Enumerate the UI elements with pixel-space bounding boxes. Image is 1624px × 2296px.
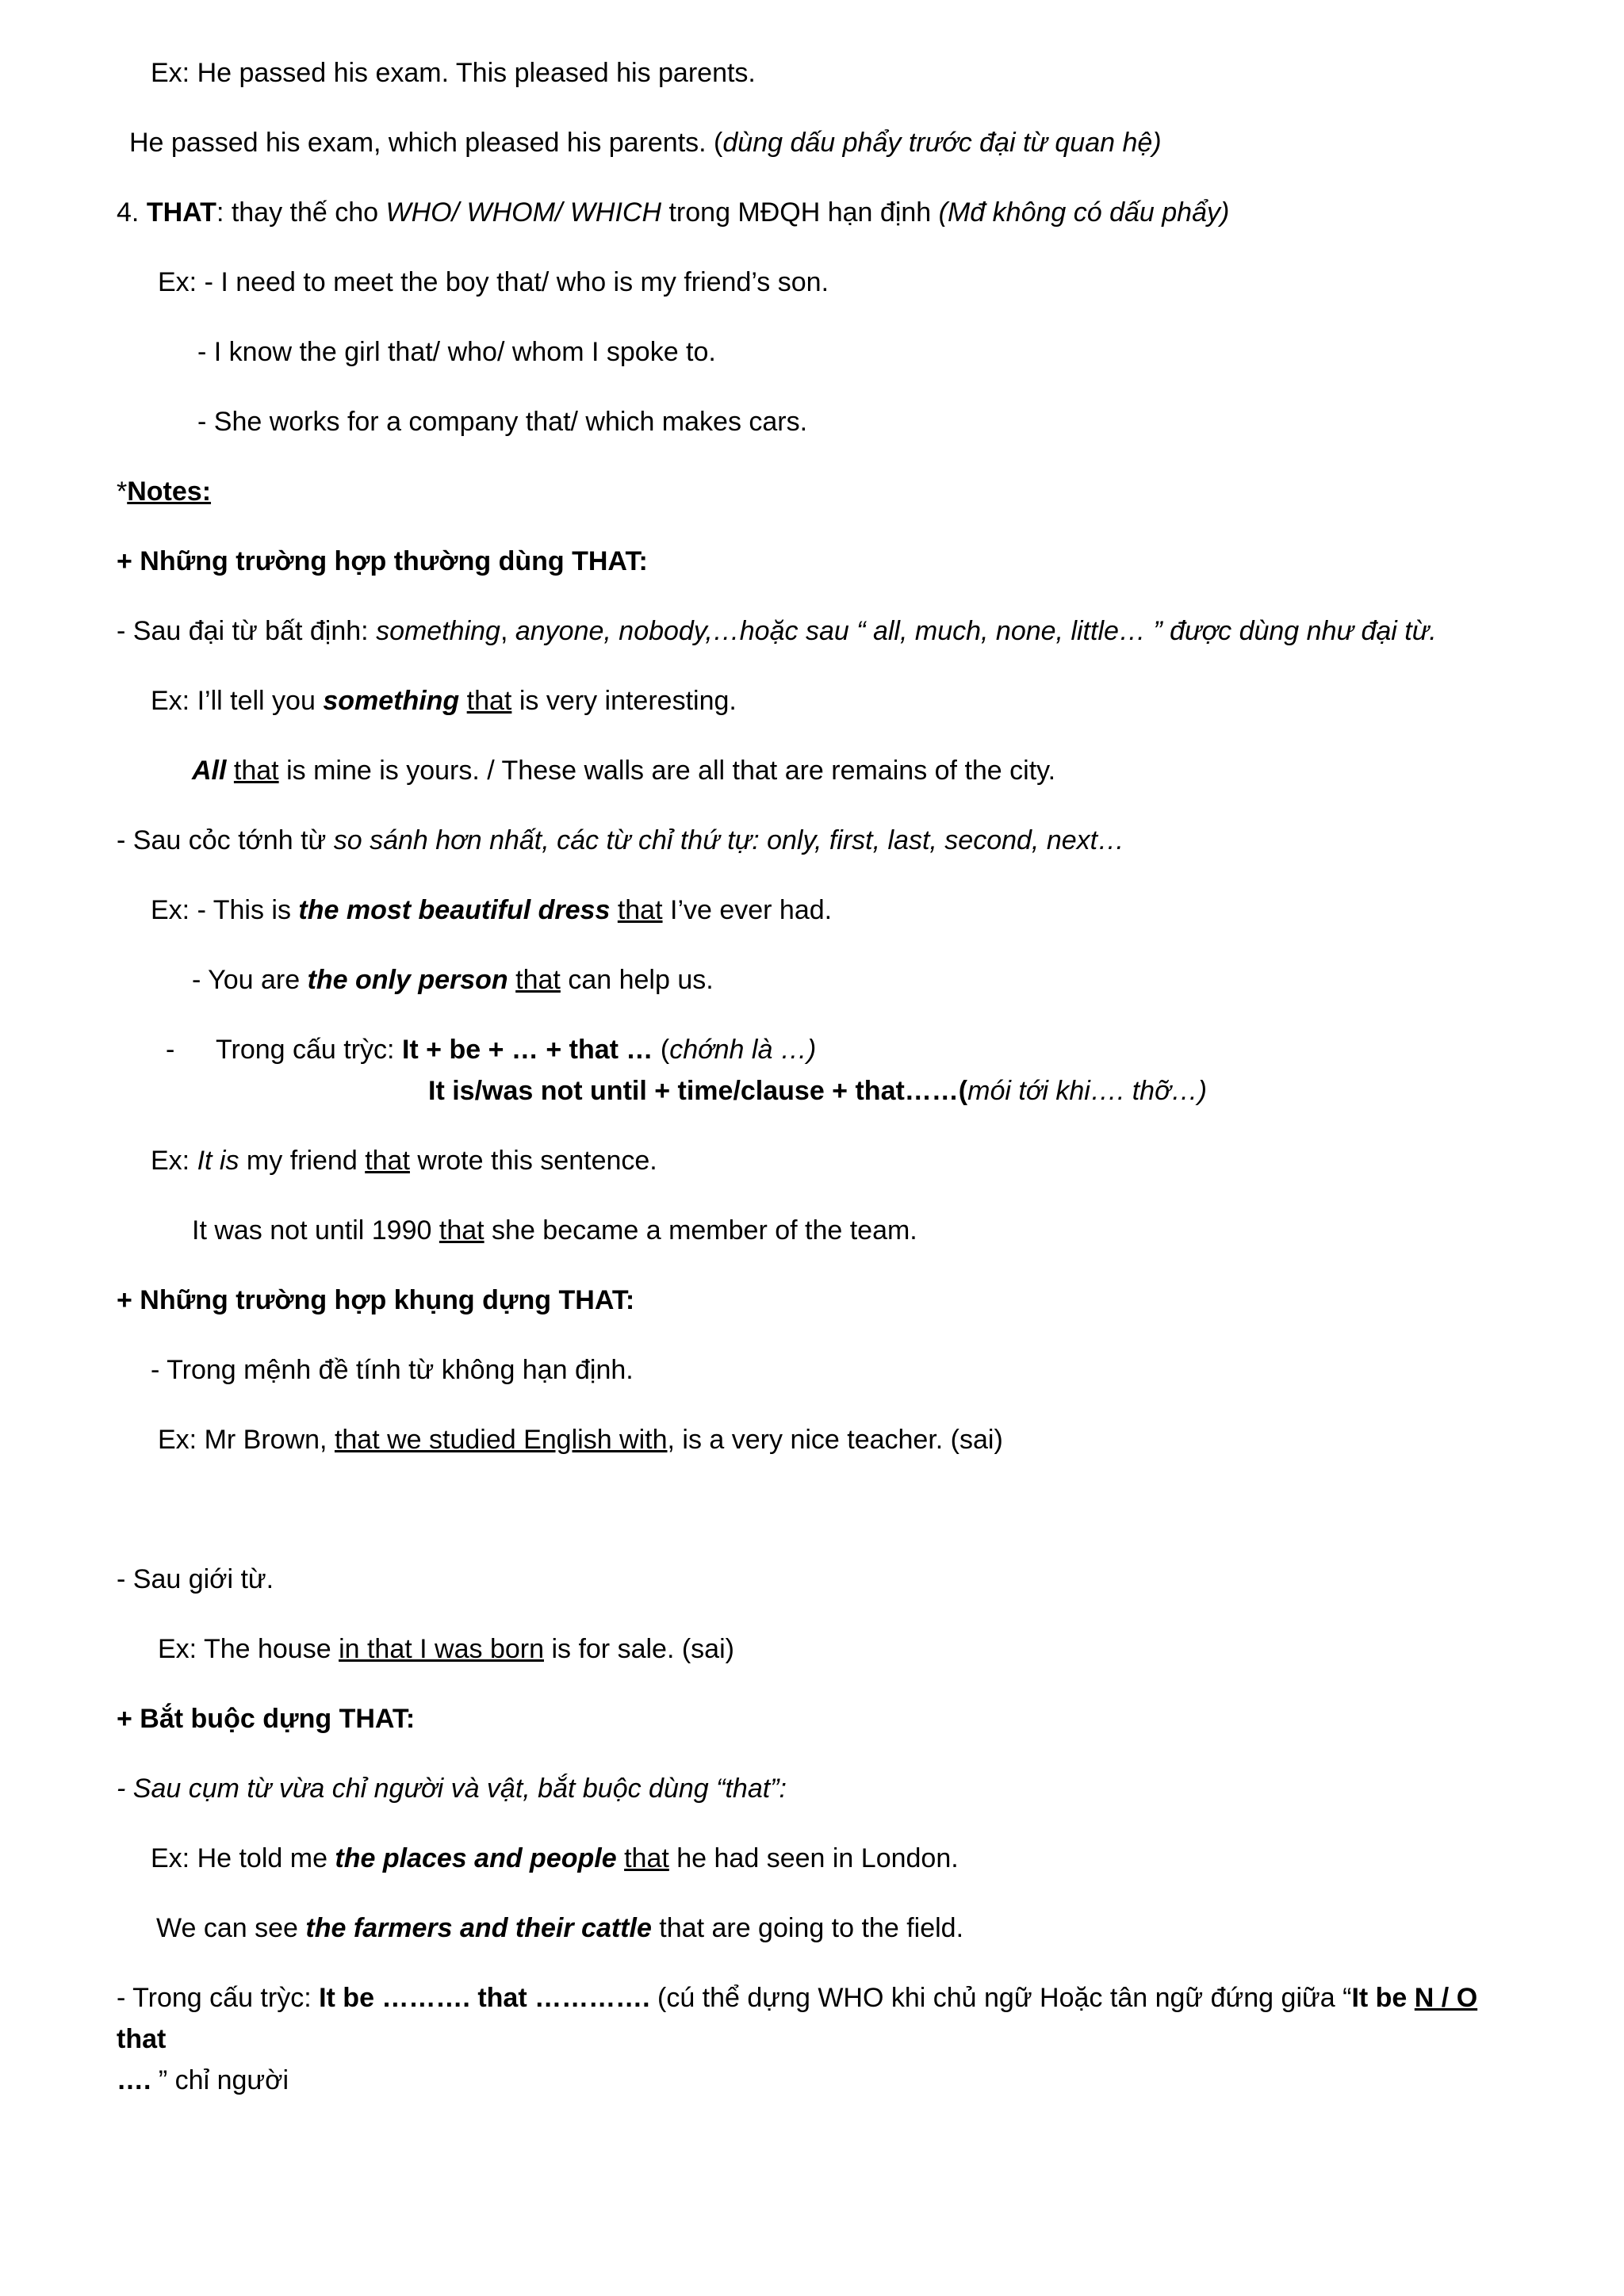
example-line <box>158 265 829 300</box>
text: - Trong cấu trỳc: <box>117 1983 320 2013</box>
example-line <box>129 125 1162 160</box>
underlined-term: that <box>624 1843 669 1873</box>
underlined-term: that we studied English with <box>334 1425 668 1455</box>
text: (cú thể dựng WHO khi chủ ngữ Hoặc tân ngữ đứng giữa “ <box>649 1983 1352 2013</box>
text: is mine is yours. / These walls are all that are remains of the city. <box>278 756 1056 786</box>
text: Ex: - I need to meet the boy that/ who is my friend’s son. <box>158 267 829 297</box>
text: - She works for a company that/ which makes cars. <box>197 407 808 437</box>
example-line <box>197 335 716 369</box>
text: trong MĐQH hạn định <box>661 197 939 228</box>
bold-italic-term: the only person <box>307 965 508 995</box>
rule-line <box>117 823 1124 858</box>
underlined-term: that <box>439 1215 485 1246</box>
space <box>459 686 466 716</box>
text: : thay thế cho <box>216 197 386 228</box>
bold-structure: that <box>117 2024 167 2054</box>
text: Ex: <box>151 1146 197 1176</box>
bullet-dash: - <box>166 1035 175 1065</box>
text: he had seen in London. <box>668 1843 959 1873</box>
bold-structure: It be ………. that …………. <box>319 1983 650 2013</box>
text: , <box>500 616 515 646</box>
space <box>610 895 617 925</box>
example-line <box>158 1632 734 1667</box>
text: 4. <box>117 197 147 228</box>
example-line <box>192 753 1055 788</box>
structure-line <box>428 1073 1207 1108</box>
subheading <box>117 1283 634 1318</box>
text: , is a very nice teacher. (sai) <box>667 1425 1003 1455</box>
bold-structure: It + be + … + that … <box>401 1035 653 1065</box>
text: Ex: The house <box>158 1634 339 1664</box>
text: He passed his exam, which pleased his parents. ( <box>129 128 723 158</box>
text: - Sau giới từ. <box>117 1564 274 1594</box>
text: wrote this sentence. <box>409 1146 657 1176</box>
italic-term: anyone, nobody,…hoặc sau “ all, much, none, little… ” được dùng như đại từ. <box>515 616 1437 646</box>
bold-heading: + Những trường hợp khụng dựng THAT: <box>117 1285 635 1315</box>
text: - Trong mệnh đề tính từ không hạn định. <box>151 1355 634 1385</box>
example-line <box>197 404 807 439</box>
text: Ex: I’ll tell you <box>151 686 324 716</box>
text: I’ve ever had. <box>662 895 833 925</box>
text: We can see <box>156 1913 306 1943</box>
notes-label: Notes: <box>127 476 212 507</box>
bold-italic-term: something <box>323 686 460 716</box>
example-line <box>151 683 737 718</box>
italic-note: mói tới khi…. thỡ…) <box>967 1076 1207 1106</box>
text: - You are <box>192 965 308 995</box>
subheading <box>117 544 648 579</box>
text: Ex: Mr Brown, <box>158 1425 335 1455</box>
bold-underlined-term: N / O <box>1414 1983 1478 2013</box>
italic-term: so sánh hơn nhất, các từ chỉ thứ tự: only, first, last, second, next… <box>333 825 1125 855</box>
bold-italic-term: the places and people <box>335 1843 617 1873</box>
bold-heading: + Những trường hợp thường dùng THAT: <box>117 546 648 576</box>
text: she became a member of the team. <box>484 1215 917 1246</box>
bold-italic-term: the farmers and their cattle <box>305 1913 652 1943</box>
text: ” chỉ người <box>151 2065 289 2095</box>
example-line <box>192 962 714 997</box>
text: - Sau cỏc tớnh từ <box>117 825 334 855</box>
underlined-term: that <box>617 895 663 925</box>
text: Ex: - This is <box>151 895 299 925</box>
space <box>617 1843 624 1873</box>
structure-line <box>216 1032 816 1067</box>
example-line <box>158 1422 1003 1457</box>
italic-note: (Mđ không có dấu phẩy) <box>938 197 1230 228</box>
italic-term: something <box>376 616 500 646</box>
italic-term: It is <box>197 1146 239 1176</box>
text: - I know the girl that/ who/ whom I spoke to. <box>197 337 716 367</box>
bold-heading: + Bắt buộc dựng THAT: <box>117 1704 416 1734</box>
bold-structure: It be <box>1351 1983 1415 2013</box>
bold-italic-term: All <box>192 756 227 786</box>
example-line <box>151 1841 959 1876</box>
bold-italic-term: the most beautiful dress <box>298 895 611 925</box>
space <box>226 756 233 786</box>
section-heading-that <box>117 195 1229 230</box>
notes-heading <box>117 474 211 509</box>
text: Trong cấu trỳc: <box>216 1035 402 1065</box>
text: is for sale. (sai) <box>544 1634 734 1664</box>
text: It was not until 1990 <box>192 1215 439 1246</box>
italic-rule: - Sau cụm từ vừa chỉ người và vật, bắt buộc dùng “that”: <box>117 1774 787 1804</box>
text: is very interesting. <box>511 686 737 716</box>
example-line <box>192 1213 917 1248</box>
space <box>508 965 515 995</box>
rule-line <box>117 1562 274 1597</box>
underlined-term: in that I was born <box>339 1634 544 1664</box>
bold-term: THAT <box>146 197 216 228</box>
text: ( <box>653 1035 670 1065</box>
text: can help us. <box>560 965 714 995</box>
bold-structure: It is/was not until + time/clause + that……( <box>428 1076 968 1106</box>
text: Ex: He passed his exam. This pleased his parents. <box>151 58 756 88</box>
bold-structure: …. <box>117 2065 151 2095</box>
example-line <box>156 1911 963 1946</box>
text: that are going to the field. <box>651 1913 964 1943</box>
rule-line <box>117 1771 787 1806</box>
underlined-term: that <box>515 965 561 995</box>
underlined-term: that <box>466 686 512 716</box>
example-line <box>151 55 756 90</box>
subheading <box>117 1701 415 1736</box>
text: my friend <box>239 1146 366 1176</box>
list-bullet <box>166 1032 174 1067</box>
text: - Sau đại từ bất định: <box>117 616 377 646</box>
text: * <box>117 476 128 507</box>
underlined-term: that <box>365 1146 410 1176</box>
italic-note: dùng dấu phẩy trước đại từ quan hệ) <box>722 128 1162 158</box>
text: Ex: He told me <box>151 1843 335 1873</box>
italic-term: WHO/ WHOM/ WHICH <box>385 197 662 228</box>
underlined-term: that <box>233 756 279 786</box>
rule-line <box>117 614 1437 649</box>
example-line <box>151 893 832 928</box>
italic-note: chớnh là …) <box>669 1035 817 1065</box>
rule-line <box>151 1353 634 1387</box>
rule-line <box>117 1977 1528 2101</box>
example-line <box>151 1143 657 1178</box>
